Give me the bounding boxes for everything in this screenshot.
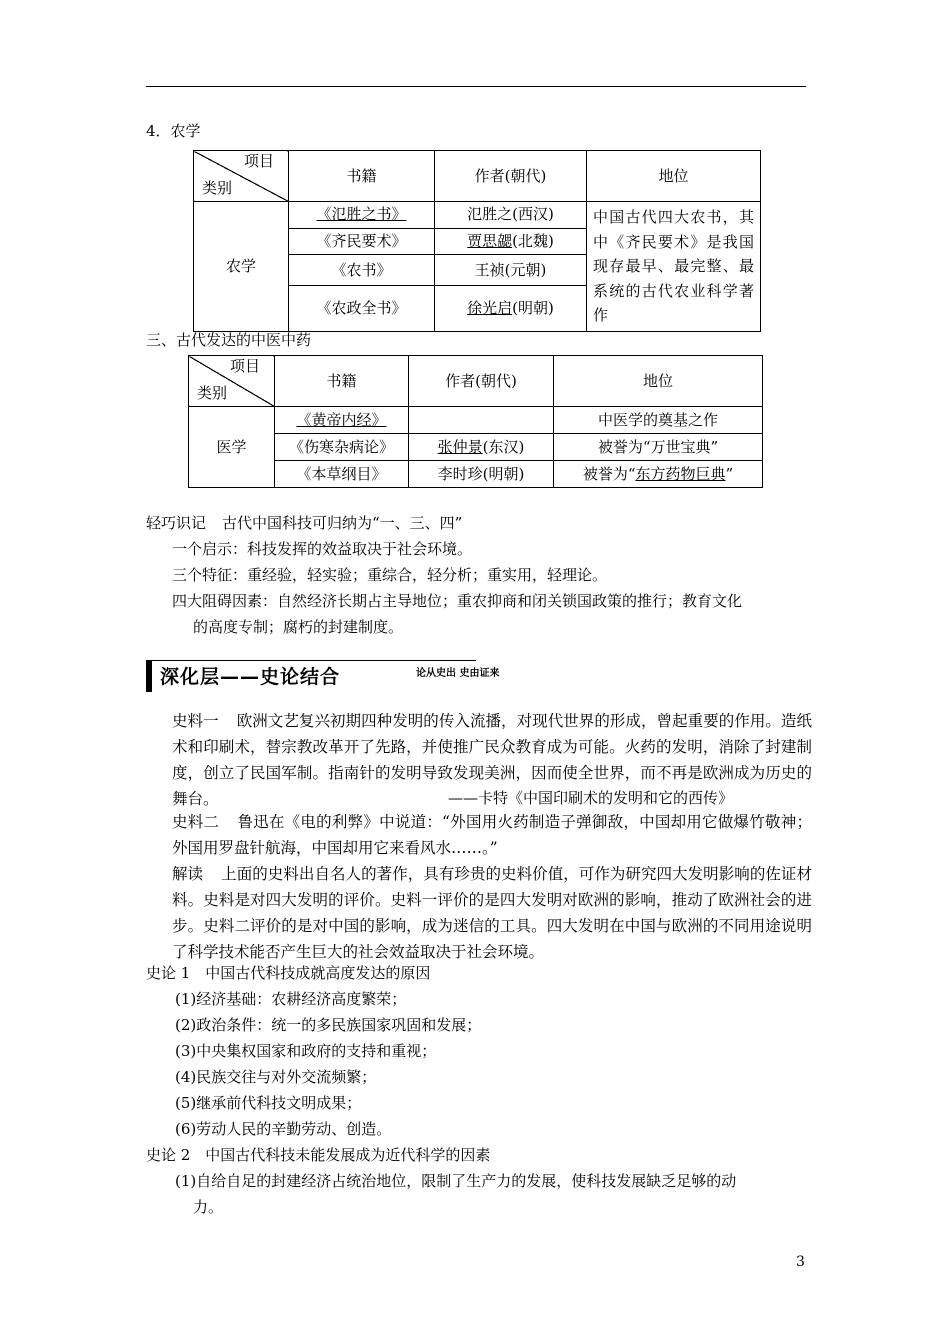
- argument1-item-1: (1)经济基础：农耕经济高度繁荣；: [175, 990, 407, 1008]
- agri-status: 中国古代四大农书，其中《齐民要术》是我国现存最早、最完整、最系统的古代农业科学著作: [587, 202, 761, 332]
- med-author-3: 李时珍(明朝): [409, 461, 554, 488]
- argument1-item-6: (6)劳动人民的辛勤劳动、创造。: [175, 1120, 392, 1138]
- med-book-3: 《本草纲目》: [275, 461, 409, 488]
- material1-source: ——卡特《中国印刷术的发明和它的西传》: [448, 789, 734, 807]
- heading-rule: [152, 660, 476, 661]
- agri-header-books: 书籍: [289, 151, 435, 202]
- agri-diag-bottom: 类别: [202, 179, 233, 197]
- med-author-2: 张仲景(东汉): [409, 434, 554, 461]
- interpretation-label: 解读: [172, 865, 204, 883]
- agri-book-1: 《氾胜之书》: [289, 202, 435, 229]
- page-number: 3: [796, 1254, 805, 1270]
- agri-header-diag: [194, 151, 289, 202]
- med-table: [188, 355, 763, 488]
- section4-title: 4．农学: [146, 122, 201, 140]
- header-rule: [146, 86, 806, 87]
- heading-marker: [146, 660, 152, 692]
- med-diag-bottom: 类别: [197, 384, 228, 402]
- argument1-item-2: (2)政治条件：统一的多民族国家巩固和发展；: [175, 1016, 482, 1034]
- memory-line-2: 三个特征：重经验，轻实验；重综合，轻分析；重实用，轻理论。: [172, 566, 608, 584]
- argument1-item-4: (4)民族交往与对外交流频繁；: [175, 1068, 377, 1086]
- med-header-diag: [189, 356, 275, 407]
- agri-author-2: 贾思勰(北魏): [435, 228, 587, 255]
- memory-intro-line: [146, 512, 462, 534]
- argument2-item-1b: 力。: [193, 1198, 224, 1216]
- material1-text: 欧洲文艺复兴初期四种发明的传入流播，对现代世界的形成，曾起重要的作用。造纸术和印刷术，替宗教改革开了先路，并使推广民众教育成为可能。火药的发明，消除了封建制度，创立了民国军制。指南针的发明导致发现美洲，因而使全世界，而不再是欧洲成为历史的舞台。: [172, 712, 812, 808]
- agri-author-4: 徐光启(明朝): [435, 286, 587, 331]
- interpretation-text: 上面的史料出自名人的著作，具有珍贵的史料价值，可作为研究四大发明影响的佐证材料。史料是对四大发明的评价。史料一评价的是四大发明对欧洲的影响，推动了欧洲社会的进步。史料二评价的是对中国的影响，成为迷信的工具。四大发明在中国与欧洲的不同用途说明了科学技术能否产生巨大的社会效益取决于社会环境。: [172, 865, 812, 961]
- med-book-1: 《黄帝内经》: [275, 407, 409, 434]
- deep-section-heading: [146, 660, 500, 692]
- material1-label: 史料一: [172, 712, 219, 730]
- agri-diag-top: 项目: [243, 152, 274, 170]
- med-header-status: 地位: [554, 356, 763, 407]
- memory-line-3a: 四大阻碍因素：自然经济长期占主导地位；重农抑商和闭关锁国政策的推行；教育文化: [172, 592, 743, 610]
- section3-title: 三、古代发达的中医中药: [146, 331, 312, 349]
- agri-header-status: 地位: [587, 151, 761, 202]
- material2-paragraph: [172, 809, 812, 861]
- deep-section-subtitle: 论从史出 史由证来: [416, 668, 500, 679]
- agri-book-3: 《农书》: [289, 255, 435, 286]
- med-header-books: 书籍: [275, 356, 409, 407]
- agri-author-3: 王祯(元朝): [435, 255, 587, 286]
- agri-category: 农学: [194, 202, 289, 332]
- agri-book-4: 《农政全书》: [289, 286, 435, 331]
- med-status-3: 被誉为“东方药物巨典”: [554, 461, 763, 488]
- material2-text: 鲁迅在《电的利弊》中说道：“外国用火药制造子弹御敌，中国却用它做爆竹敬神；外国用罗盘针航海，中国却用它来看风水……。”: [172, 813, 812, 857]
- memory-line-3b: 的高度专制；腐朽的封建制度。: [193, 618, 404, 636]
- med-author-1: [409, 407, 554, 434]
- memory-label: 轻巧识记: [146, 514, 207, 532]
- argument1-item-3: (3)中央集权国家和政府的支持和重视；: [175, 1042, 437, 1060]
- material2-label: 史料二: [172, 813, 220, 831]
- med-status-2: 被誉为“万世宝典”: [554, 434, 763, 461]
- argument2-title: 史论 2 中国古代科技未能发展成为近代科学的因素: [146, 1146, 491, 1164]
- agri-table: [193, 150, 761, 332]
- memory-intro: 古代中国科技可归纳为“一、三、四”: [222, 514, 463, 532]
- agri-author-1: 氾胜之(西汉): [435, 202, 587, 229]
- med-header-author: 作者(朝代): [409, 356, 554, 407]
- med-diag-top: 项目: [229, 357, 260, 375]
- memory-line-1: 一个启示：科技发挥的效益取决于社会环境。: [172, 540, 473, 558]
- argument2-item-1a: (1)自给自足的封建经济占统治地位，限制了生产力的发展，使科技发展缺乏足够的动: [175, 1172, 737, 1190]
- deep-section-title: 深化层——史论结合: [160, 666, 341, 688]
- med-book-2: 《伤寒杂病论》: [275, 434, 409, 461]
- argument1-title: 史论 1 中国古代科技成就高度发达的原因: [146, 964, 431, 982]
- interpretation-paragraph: [172, 861, 812, 965]
- agri-header-author: 作者(朝代): [435, 151, 587, 202]
- med-category: 医学: [189, 407, 275, 488]
- argument1-item-5: (5)继承前代科技文明成果；: [175, 1094, 362, 1112]
- agri-book-2: 《齐民要术》: [289, 228, 435, 255]
- med-status-1: 中医学的奠基之作: [554, 407, 763, 434]
